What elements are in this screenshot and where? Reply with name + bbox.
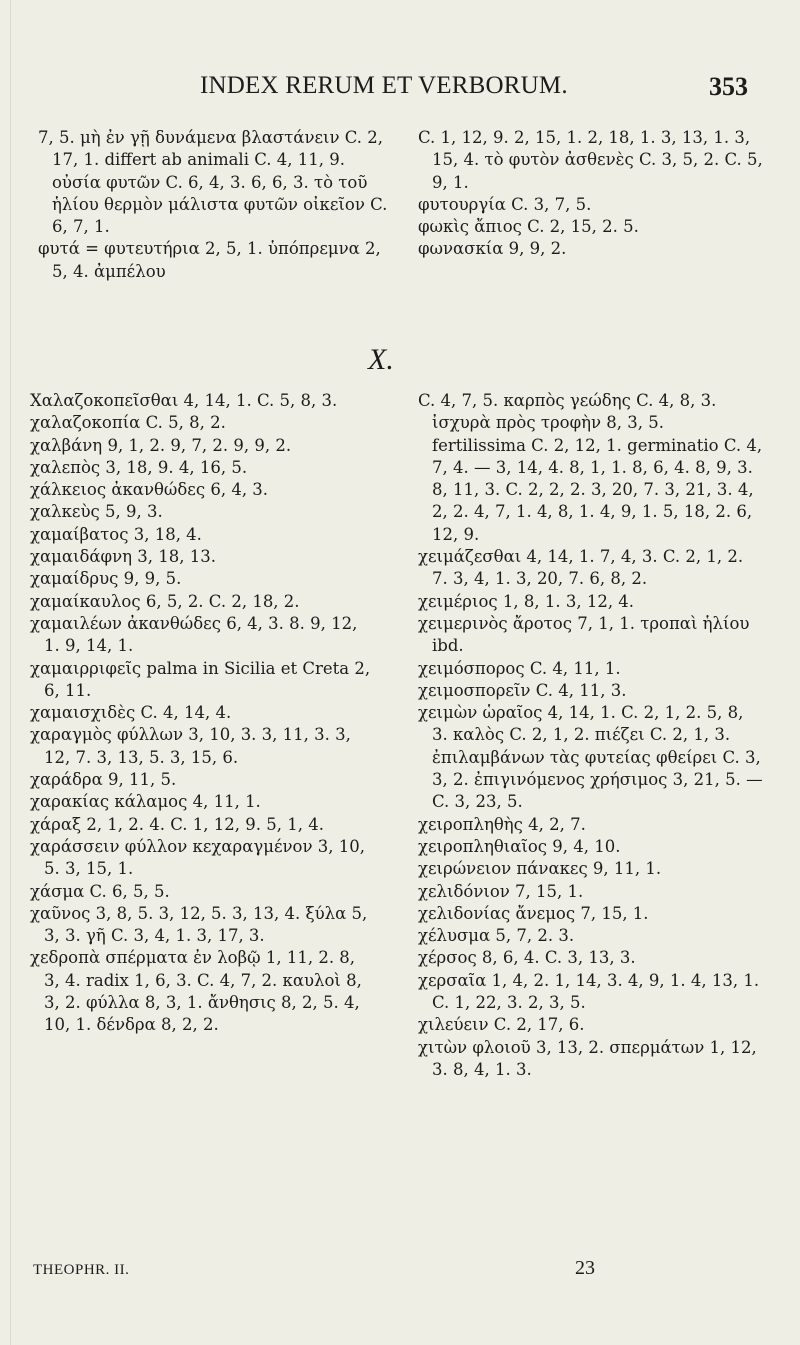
- index-entry: φυτουργία C. 3, 7, 5.: [418, 194, 592, 214]
- index-entry: χάλκειος ἀκανθώδες 6, 4, 3.: [30, 480, 269, 500]
- index-entry: χάσμα C. 6, 5, 5.: [30, 881, 170, 901]
- index-entry: χειμὼν ὡραῖος 4, 14, 1. C. 2, 1, 2. 5, 8, 3. καλὸς C. 2, 1, 2. πιέζει C. 2, 1, 3. ἐπιλαμβάνων τὰς φυτείας φθείρει C. 3, 3, 2. ἐπιγινόμενος χρήσιμος 3, 21, 5. — C. 3, 23, 5.: [418, 703, 763, 812]
- index-entry: χαμαιρριφεῖς palma in Sicilia et Creta 2, 6, 11.: [30, 658, 371, 700]
- index-entry: χαλεπὸς 3, 18, 9. 4, 16, 5.: [30, 457, 248, 477]
- running-header: [30, 72, 748, 112]
- index-entry: χελιδονίας ἄνεμος 7, 15, 1.: [418, 903, 649, 923]
- index-entry: χειμόσπορος C. 4, 11, 1.: [418, 658, 621, 678]
- index-entry: χειμάζεσθαι 4, 14, 1. 7, 4, 3. C. 2, 1, 2. 7. 3, 4, 1. 3, 20, 7. 6, 8, 2.: [418, 547, 744, 589]
- index-entry: χαμαιδάφνη 3, 18, 13.: [30, 547, 216, 567]
- header-title: INDEX RERUM ET VERBORUM.: [200, 72, 568, 99]
- index-entry: χέρσος 8, 6, 4. C. 3, 13, 3.: [418, 948, 636, 968]
- index-entry: C. 1, 12, 9. 2, 15, 1. 2, 18, 1. 3, 13, 1. 3, 15, 4. τὸ φυτὸν ἀσθενὲς C. 3, 5, 2. C. 5, 9, 1.: [418, 128, 763, 192]
- index-entry: χαμαίκαυλος 6, 5, 2. C. 2, 18, 2.: [30, 591, 300, 611]
- index-entry: χεδροπὰ σπέρματα ἐν λοβῷ 1, 11, 2. 8, 3, 4. radix 1, 6, 3. C. 4, 7, 2. καυλοὶ 8, 3, 2. φύλλα 8, 3, 1. ἄνθησις 8, 2, 5. 4, 10, 1. δένδρα 8, 2, 2.: [30, 948, 362, 1035]
- index-entry: χαλβάνη 9, 1, 2. 9, 7, 2. 9, 9, 2.: [30, 435, 292, 455]
- index-entry: χαρακίας κάλαμος 4, 11, 1.: [30, 792, 261, 812]
- index-entry: χειμερινὸς ἄροτος 7, 1, 1. τροπαὶ ἡλίου ibd.: [418, 613, 750, 656]
- index-entry: χειμέριος 1, 8, 1. 3, 12, 4.: [418, 591, 635, 611]
- index-entry: χαράσσειν φύλλον κεχαραγμένον 3, 10, 5. 3, 15, 1.: [30, 836, 365, 879]
- index-entry: χαμαιλέων ἀκανθώδες 6, 4, 3. 8. 9, 12, 1. 9, 14, 1.: [30, 613, 358, 656]
- index-entry: φωκὶς ἄπιος C. 2, 15, 2. 5.: [418, 217, 639, 237]
- section-letter: X.: [368, 343, 394, 376]
- bottom-right-column: [418, 390, 763, 1081]
- index-entry: χειμοσπορεῖν C. 4, 11, 3.: [418, 680, 627, 700]
- index-entry: χαραγμὸς φύλλων 3, 10, 3. 3, 11, 3. 3, 12, 7. 3, 13, 5. 3, 15, 6.: [30, 725, 351, 767]
- index-entry: χαράδρα 9, 11, 5.: [30, 770, 177, 790]
- page-margin-rule: [10, 0, 11, 1345]
- bottom-left-column: [30, 390, 375, 1037]
- index-entry: χαλαζοκοπία C. 5, 8, 2.: [30, 413, 226, 433]
- page-number: 353: [709, 72, 748, 101]
- index-entry: χαμαίβατος 3, 18, 4.: [30, 524, 202, 544]
- index-entry: χαμαίδρυς 9, 9, 5.: [30, 569, 182, 589]
- signature-number: 23: [575, 1257, 595, 1279]
- index-entry: χειροπληθιαῖος 9, 4, 10.: [418, 836, 621, 856]
- index-entry: χειροπληθὴς 4, 2, 7.: [418, 814, 586, 834]
- index-entry: χαῦνος 3, 8, 5. 3, 12, 5. 3, 13, 4. ξύλα 5, 3, 3. γῆ C. 3, 4, 1. 3, 17, 3.: [30, 903, 368, 946]
- index-entry: φυτά = φυτευτήρια 2, 5, 1. ὑπόπρεμνα 2, 5, 4. ἀμπέλου: [38, 239, 381, 281]
- index-entry: χερσαῖα 1, 4, 2. 1, 14, 3. 4, 9, 1. 4, 13, 1. C. 1, 22, 3. 2, 3, 5.: [418, 970, 760, 1013]
- index-entry: χειρώνειον πάνακες 9, 11, 1.: [418, 859, 662, 879]
- index-entry: χελιδόνιον 7, 15, 1.: [418, 881, 584, 901]
- index-entry: C. 4, 7, 5. καρπὸς γεώδης C. 4, 8, 3. ἰσχυρὰ πρὸς τροφὴν 8, 3, 5. fertilissima C. 2, 12, 1. germinatio C. 4, 7, 4. — 3, 14, 4. 8, 1, 1. 8, 6, 4. 8, 9, 3. 8, 11, 3. C. 2, 2, 2. 3, 20, 7. 3, 21, 3. 4, 2, 2. 4, 7, 1. 4, 8, 1. 4, 9, 1. 5, 18, 2. 6, 12, 9.: [418, 391, 763, 544]
- index-entry: χιτὼν φλοιοῦ 3, 13, 2. σπερμάτων 1, 12, 3. 8, 4, 1. 3.: [418, 1037, 757, 1079]
- index-entry: Χαλαζοκοπεῖσθαι 4, 14, 1. C. 5, 8, 3.: [30, 391, 338, 410]
- printer-signature: THEOPHR. II.: [33, 1262, 130, 1278]
- index-entry: χαλκεὺς 5, 9, 3.: [30, 502, 163, 522]
- index-entry: φωνασκία 9, 9, 2.: [418, 239, 567, 259]
- index-entry: χάραξ 2, 1, 2. 4. C. 1, 12, 9. 5, 1, 4.: [30, 814, 324, 834]
- top-right-column: [418, 127, 763, 261]
- index-entry: 7, 5. μὴ ἐν γῇ δυνάμενα βλαστάνειν C. 2, 17, 1. differt ab animali C. 4, 11, 9. οὐσία φυτῶν C. 6, 4, 3. 6, 6, 3. τὸ τοῦ ἡλίου θερμὸν μάλιστα φυτῶν οἰκεῖον C. 6, 7, 1.: [38, 128, 388, 237]
- top-left-column: [38, 127, 388, 283]
- index-entry: χαμαισχιδὲς C. 4, 14, 4.: [30, 703, 232, 723]
- index-entry: χιλεύειν C. 2, 17, 6.: [418, 1015, 585, 1035]
- index-entry: χέλυσμα 5, 7, 2. 3.: [418, 926, 575, 946]
